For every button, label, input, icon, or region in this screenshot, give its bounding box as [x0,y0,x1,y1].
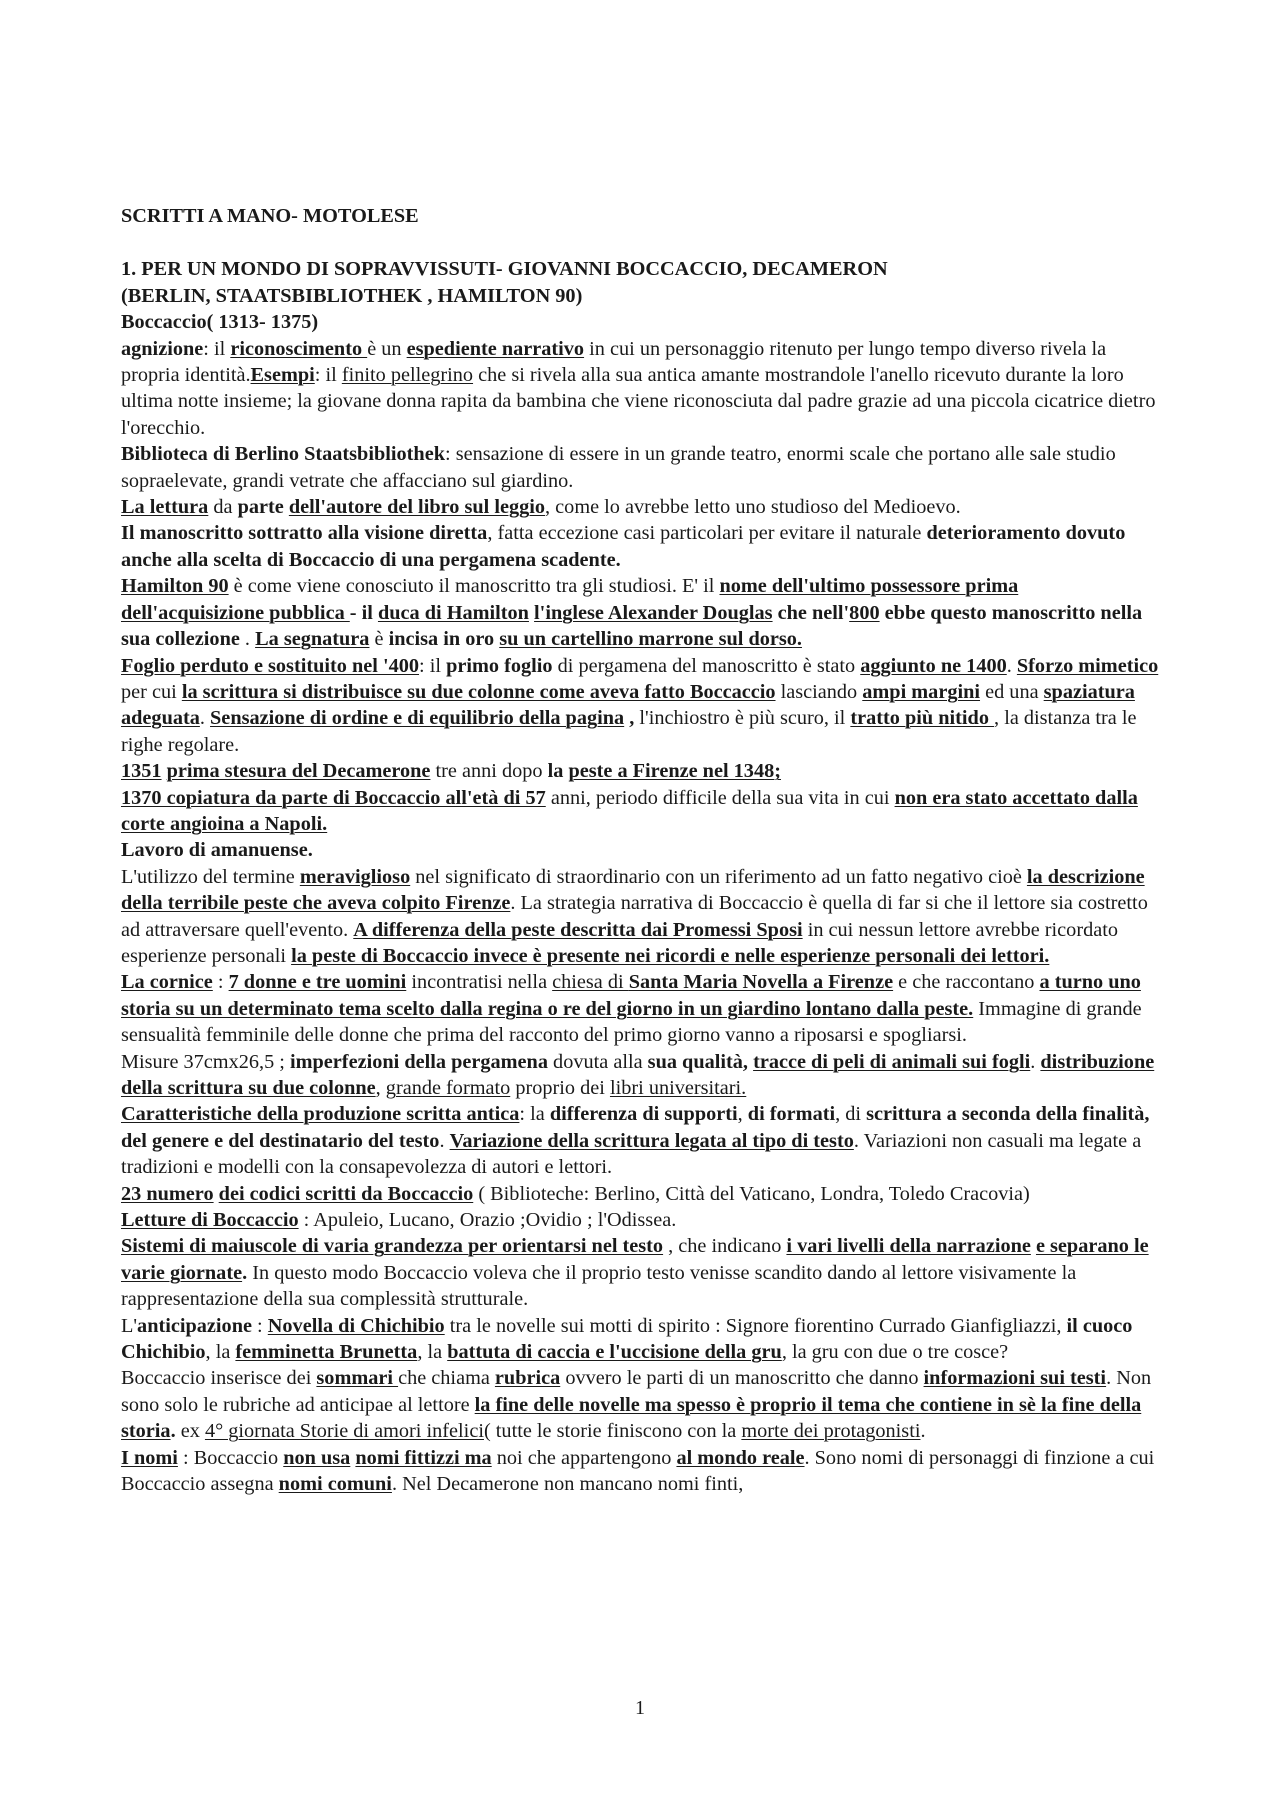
text-run: al mondo reale [676,1446,805,1469]
text-run: ex [180,1420,205,1443]
text-run: la peste di Boccaccio invece è presente nei ricordi e nelle esperienze personali dei lettori. [291,944,1050,967]
section-title-source: (BERLIN, STAATSBIBLIOTHEK , HAMILTON 90) [121,284,583,307]
text-run: nomi comuni [278,1473,392,1496]
text-run: imperfezioni della pergamena [290,1050,548,1073]
paragraph [121,441,1166,494]
text-run: riconoscimento [230,337,368,360]
text-run: la scrittura si distribuisce su due colonne come aveva fatto Boccaccio [181,680,776,703]
text-run: . [1006,654,1017,677]
text-run: è [369,628,389,651]
text-run: differenza di supporti [549,1103,738,1126]
paragraph [121,1365,1166,1444]
paragraph [121,653,1166,759]
text-run: , come lo avrebbe letto uno studioso del Medioevo. [545,496,961,519]
text-run: lasciando [775,680,863,703]
text-run: peste a Firenze nel 1348; [568,760,781,783]
text-run: L'utilizzo del termine [121,865,300,888]
text-run: Immagine di grande sensualità femminile delle donne che prima del racconto del primo giorno vanno a riposarsi e spogliarsi. [121,997,1142,1047]
text-run: - il [349,601,378,624]
text-run: : il [314,364,342,387]
text-run: , la gru con due o tre cosce? [781,1341,1009,1364]
text-run: La lettura [121,496,209,519]
text-run: , [375,1077,386,1099]
text-run: Letture di Boccaccio [121,1209,299,1232]
text-run: anni, periodo difficile della sua vita in cui [545,786,895,809]
text-run: incisa in oro [388,628,495,651]
spacer [121,229,1166,256]
document-title: SCRITTI A MANO- MOTOLESE [121,205,419,227]
text-run: nel significato di straordinario con un riferimento ad un fatto negativo cioè [410,865,1027,888]
text-run: noi che appartengono [491,1446,677,1469]
text-run: : Boccaccio [177,1446,284,1469]
paragraph [121,864,1166,970]
text-run: in cui nessun lettore avrebbe ricordato esperienze personali [121,918,1118,967]
page-number: 1 [635,1697,645,1719]
text-run: . [242,1261,253,1284]
text-run: rubrica [494,1367,561,1390]
text-run: di pergamena del manoscritto è stato [552,654,861,677]
text-run: in cui un personaggio ritenuto per lungo tempo diverso rivela la propria identità. [121,337,1107,387]
text-run: , [737,1103,748,1126]
text-run: I nomi [121,1446,178,1469]
document-body [121,203,1166,1498]
text-run: Esempi [250,364,315,387]
paragraph-list [121,336,1166,1498]
text-run: dei codici scritti da Boccaccio [218,1182,474,1205]
text-run: nomi fittizzi ma [355,1446,492,1469]
paragraph [121,1049,1166,1102]
paragraph [121,336,1166,442]
text-run: prima stesura del Decamerone [166,760,431,783]
text-run: : [212,971,229,994]
text-run: A differenza della peste descritta dai Promessi Sposi [353,918,803,941]
text-run: . [1030,1050,1041,1073]
text-run: ovvero le parti di un manoscritto che danno [560,1367,924,1390]
text-run: sua qualità, [647,1050,748,1073]
text-run: . [170,1420,181,1443]
text-run: In questo modo Boccaccio voleva che il proprio testo venisse scandito dando al lettore visivamente la rappresentazione della sua complessità strutturale. [121,1261,1077,1311]
text-run: . Nel Decamerone non mancano nomi finti, [391,1473,744,1496]
text-run: da [208,496,238,519]
paragraph [121,1313,1166,1366]
paragraph [121,1445,1166,1498]
text-run: , fatta eccezione casi particolari per evitare il naturale [487,522,927,545]
text-run: Sistemi di maiuscole di varia grandezza per orientarsi nel testo [121,1235,664,1258]
text-run: Il manoscritto sottratto alla visione diretta [121,522,488,545]
text-run: parte [237,496,289,519]
text-run: battuta di caccia e l'uccisione della gru [447,1341,782,1364]
text-run: Sforzo mimetico [1016,654,1159,677]
paragraph [121,494,1166,520]
text-run: , la distanza tra le righe regolare. [121,707,1137,756]
text-run: tracce di peli di animali sui fogli [753,1050,1031,1073]
text-run: morte dei protagonisti [741,1420,921,1443]
text-run: incontratisi nella [406,971,553,994]
text-run: , [624,707,640,730]
text-run: i vari livelli della narrazione [786,1235,1031,1258]
text-run: 4° giornata Storie di amori infelici [204,1420,484,1443]
text-run: anticipazione [137,1314,252,1337]
text-run: dovuta alla [547,1050,648,1073]
text-run: : il [203,337,231,360]
text-run: La cornice [121,971,213,994]
text-run: ( tutte le storie finiscono con la [483,1420,742,1443]
section-title: 1. PER UN MONDO DI SOPRAVVISSUTI- GIOVANNI BOCCACCIO, DECAMERON [121,258,888,281]
paragraph [121,1233,1166,1312]
text-run: è un [367,337,407,360]
text-run: espediente narrativo [406,337,585,360]
text-run: 23 numero [121,1182,214,1205]
text-run: 1370 copiatura da parte di Boccaccio all'età di 57 [121,786,546,809]
text-run: 1351 [121,760,162,783]
text-run: . [439,1129,450,1152]
paragraph [121,520,1166,573]
paragraph [121,1101,1166,1180]
text-run: tra le novelle sui motti di spirito : Signore fiorentino Currado Gianfigliazzi, [444,1314,1067,1337]
text-run: scrittura a seconda della finalità, del genere e del destinatario del testo [121,1103,1150,1152]
text-run: . [199,707,211,730]
text-run: : la [519,1103,550,1126]
text-run: Santa Maria Novella a Firenze [628,971,894,994]
text-run: : il [419,654,447,677]
paragraph [121,1181,1166,1207]
section-subtitle: Boccaccio( 1313- 1375) [121,311,319,334]
text-run: Caratteristiche della produzione scritta antica [121,1103,520,1126]
text-run: tratto più nitido [850,707,995,730]
text-run: l'inchiostro è più scuro, il [639,707,851,730]
text-run: distribuzione della scrittura su due colonne [121,1050,1155,1099]
text-run: Hamilton 90 [121,575,229,598]
text-run: che chiama [398,1367,495,1390]
text-run: . [239,628,256,651]
text-run: che si rivela alla sua antica amante mostrandole l'anello ricevuto durante la loro ultima notte insieme; la giovane donna rapita da bambina che viene riconosciuta dal padre grazie ad una piccola cicatrice dietro l'orecchio. [121,364,1156,439]
text-run: ed una [980,680,1044,703]
text-run: Variazione della scrittura legata al tipo di testo [449,1129,854,1152]
text-run: sommari [316,1367,399,1390]
text-run: la descrizione della terribile peste che aveva colpito Firenze [121,865,1145,915]
text-run: finito pellegrino [341,364,474,387]
text-run: è come viene conosciuto il manoscritto tra gli studiosi. E' il [228,575,720,598]
text-run: Boccaccio inserisce dei [121,1367,317,1390]
text-run: : sensazione di essere in un grande teatro, enormi scale che portano alle sale studio sopraelevate, grandi vetrate che affacciano sul giardino. [121,443,1116,492]
text-run: : Apuleio, Lucano, Orazio ;Ovidio ; l'Odissea. [298,1209,677,1232]
text-run: agnizione [121,337,204,360]
text-run: , che indicano [663,1235,787,1258]
text-run: deterioramento dovuto anche alla scelta di Boccaccio di una pergamena scadente. [121,522,1126,571]
text-run: Sensazione di ordine e di equilibrio della pagina [210,707,625,730]
text-run: non usa [283,1446,351,1469]
text-run: primo foglio [446,654,553,677]
text-run: a turno uno storia su un determinato tema scelto dalla regina o re del giorno in un giardino lontano dalla peste. [121,971,1141,1020]
paragraph [121,785,1166,838]
text-run: La segnatura [255,628,370,651]
text-run: Lavoro di amanuense. [121,839,313,862]
text-run: dell'autore del libro sul leggio [288,496,546,519]
text-run: nome dell'ultimo possessore prima dell'acquisizione pubblica [121,575,1019,624]
text-run: : [251,1314,268,1337]
text-run: , la [205,1341,236,1364]
text-run: ebbe questo manoscritto nella sua collezione [121,601,1143,651]
text-run: e che raccontano [893,971,1040,994]
paragraph [121,573,1166,652]
text-run: L' [121,1314,138,1337]
text-run: chiesa di [552,971,629,994]
text-run: femminetta Brunetta [235,1341,418,1364]
text-run: di formati [747,1103,836,1126]
text-run: Foglio perduto e sostituito nel '400 [121,654,420,677]
text-run: , di [835,1103,867,1126]
text-run: grande formato [385,1077,511,1099]
text-run: meraviglioso [299,865,411,888]
text-run: su un cartellino marrone sul dorso. [499,628,802,651]
text-run: proprio dei [510,1077,610,1099]
text-run: Novella di Chichibio [267,1314,445,1337]
text-run: per cui [121,680,182,703]
text-run: Biblioteca di Berlino Staatsbibliothek [121,443,445,466]
text-run: ampi margini [862,680,981,703]
text-run: . [920,1420,926,1443]
text-run: informazioni sui testi [923,1367,1107,1390]
text-run: . La strategia narrativa di Boccaccio è quella di far si che il lettore sia costretto ad attraversare quell'evento. [121,892,1148,941]
text-run: la [547,760,569,783]
text-run: la fine delle novelle ma spesso è proprio il tema che contiene in sè la fine della storia [121,1393,1142,1443]
text-run: non era stato accettato dalla corte angioina a Napoli. [121,786,1138,835]
text-run: aggiunto ne 1400 [860,654,1007,677]
text-run: libri universitari. [609,1077,747,1099]
text-run: che nell' [772,601,850,624]
text-run: l'inglese Alexander Douglas [534,601,773,624]
paragraph [121,837,1166,863]
text-run: tre anni dopo [430,760,548,783]
text-run: duca di Hamilton [377,601,529,624]
paragraph [121,758,1166,784]
text-run: Misure 37cmx26,5 ; [121,1050,290,1073]
paragraph [121,969,1166,1048]
text-run: 800 [849,601,880,624]
paragraph [121,1207,1166,1233]
text-run: , la [417,1341,448,1364]
text-run: il cuoco Chichibio [121,1314,1133,1364]
text-run: e separano le varie giornate [121,1235,1149,1284]
text-run: ( Biblioteche: Berlino, Città del Vaticano, Londra, Toledo Cracovia) [473,1182,1030,1205]
text-run: spaziatura adeguata [121,680,1135,730]
text-run: . Variazioni non casuali ma legate a tradizioni e modelli con la consapevolezza di autori e lettori. [121,1129,1142,1179]
text-run: . Non sono solo le rubriche ad anticipae al lettore [121,1367,1152,1416]
text-run: . Sono nomi di personaggi di finzione a cui Boccaccio assegna [121,1446,1155,1496]
text-run: 7 donne e tre uomini [228,971,407,994]
